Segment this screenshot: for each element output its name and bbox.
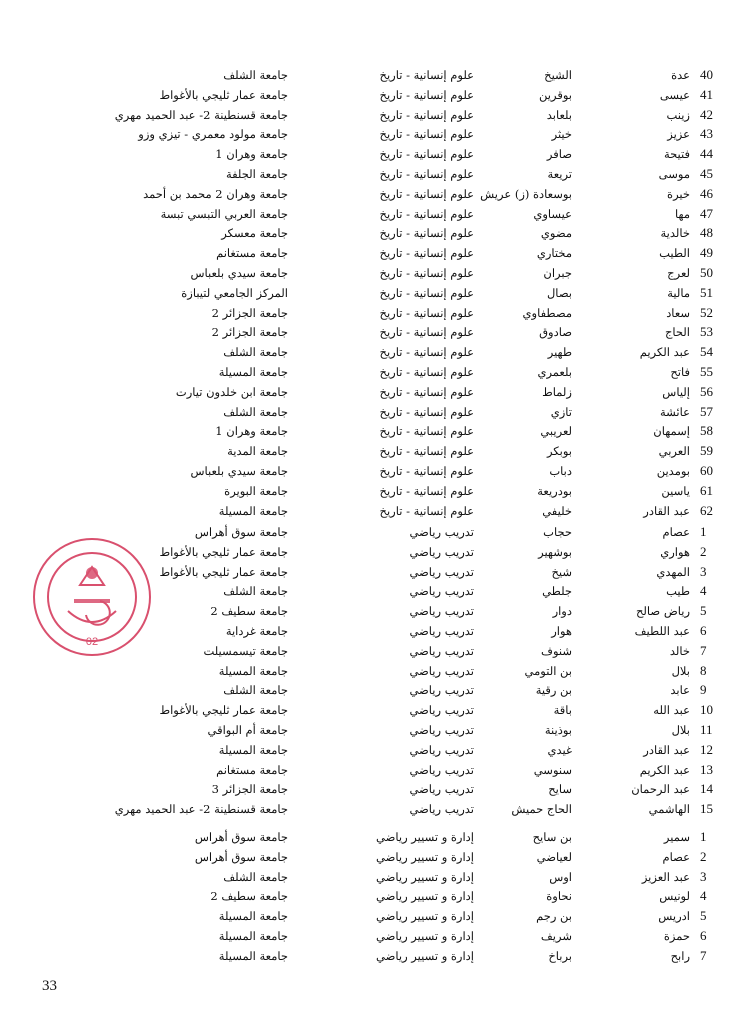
first-name: سعاد xyxy=(666,305,690,320)
first-name: خالد xyxy=(669,643,690,658)
table-row xyxy=(0,86,754,104)
university: جامعة سوق أهراس xyxy=(194,525,288,539)
row-number: 49 xyxy=(700,245,713,261)
first-name: العربي xyxy=(658,444,690,459)
last-name: مضوي xyxy=(540,226,572,241)
first-name: الهاشمي xyxy=(648,802,690,817)
first-name: إسمهان xyxy=(653,424,690,439)
last-name: بلعمري xyxy=(537,365,572,379)
specialty: تدريب رياضي xyxy=(409,742,474,757)
last-name: بن رجم xyxy=(536,909,572,924)
first-name: عبد العزيز xyxy=(641,869,690,884)
specialty: تدريب رياضي xyxy=(409,723,474,737)
page-number: 33 xyxy=(42,978,57,994)
first-name: زينب xyxy=(666,107,690,122)
first-name: عبد القادر xyxy=(643,503,690,518)
table-row xyxy=(0,185,754,203)
specialty: إدارة و تسيير رياضي xyxy=(376,889,474,904)
first-name: عابد xyxy=(670,683,690,698)
specialty: علوم إنسانية - تاريخ xyxy=(379,444,474,459)
row-number: 44 xyxy=(700,146,713,162)
last-name: هوار xyxy=(551,624,572,638)
last-name: بصال xyxy=(546,285,572,300)
last-name: سايح xyxy=(548,782,572,797)
row-number: 5 xyxy=(700,908,707,924)
table-row xyxy=(0,741,754,759)
table-row xyxy=(0,264,754,282)
last-name: الحاج حميش xyxy=(511,802,572,817)
first-name: فاتح xyxy=(670,365,690,379)
row-number: 10 xyxy=(700,702,713,718)
university: جامعة البويرة xyxy=(224,483,288,498)
last-name: خيثر xyxy=(551,127,572,142)
specialty: تدريب رياضي xyxy=(409,525,474,539)
last-name: طهير xyxy=(547,345,572,360)
row-number: 45 xyxy=(700,166,713,181)
specialty: علوم إنسانية - تاريخ xyxy=(379,127,474,142)
row-number: 4 xyxy=(700,583,707,599)
first-name: مها xyxy=(675,206,690,221)
table-row xyxy=(0,927,754,945)
table-row xyxy=(0,66,754,84)
first-name: عائشة xyxy=(660,404,690,419)
university: جامعة وهران 1 xyxy=(215,147,288,162)
row-number: 47 xyxy=(700,205,713,221)
table-row xyxy=(0,165,754,183)
last-name: اوس xyxy=(549,869,572,884)
university: جامعة وهران 2 محمد بن أحمد xyxy=(143,186,288,201)
row-number: 13 xyxy=(700,761,713,777)
university: جامعة سطيف 2 xyxy=(210,889,288,904)
university: جامعة المسيلة xyxy=(218,503,288,518)
table-row xyxy=(0,761,754,779)
specialty: علوم إنسانية - تاريخ xyxy=(379,246,474,261)
first-name: حمزة xyxy=(663,929,690,943)
table-row xyxy=(0,800,754,818)
university: جامعة المسيلة xyxy=(218,909,288,924)
row-number: 43 xyxy=(700,126,713,142)
first-name: عبد الكريم xyxy=(639,762,690,777)
last-name: بن التومي xyxy=(524,663,572,678)
row-number: 3 xyxy=(700,868,707,884)
row-number: 52 xyxy=(700,304,713,320)
first-name: عبد اللطيف xyxy=(634,624,690,638)
row-number: 1 xyxy=(700,524,707,539)
university: جامعة مستغانم xyxy=(216,246,288,261)
row-number: 5 xyxy=(700,603,707,619)
university: جامعة العربي التبسي تبسة xyxy=(160,206,288,221)
university: جامعة عمار ثليجي بالأغواط xyxy=(159,703,288,718)
table-row xyxy=(0,868,754,886)
last-name: مصطفاوي xyxy=(522,305,572,320)
first-name: عبد القادر xyxy=(643,742,690,757)
specialty: علوم إنسانية - تاريخ xyxy=(379,305,474,320)
first-name: رياض صالح xyxy=(635,604,690,619)
row-number: 56 xyxy=(700,383,713,399)
first-name: سمير xyxy=(663,830,690,844)
table-row xyxy=(0,284,754,302)
specialty: إدارة و تسيير رياضي xyxy=(376,929,474,943)
specialty: علوم إنسانية - تاريخ xyxy=(379,424,474,439)
university: جامعة الجلفة xyxy=(225,167,288,181)
university: جامعة مستغانم xyxy=(216,762,288,777)
row-number: 55 xyxy=(700,364,713,379)
university: جامعة معسكر xyxy=(221,226,288,241)
last-name: دوار xyxy=(552,604,572,619)
row-number: 14 xyxy=(700,781,713,797)
university: جامعة ابن خلدون تيارت xyxy=(175,384,288,399)
table-row xyxy=(0,780,754,798)
row-number: 4 xyxy=(700,888,707,904)
last-name: غيدي xyxy=(547,742,572,757)
table-row xyxy=(0,304,754,322)
row-number: 15 xyxy=(700,801,713,817)
university: جامعة المسيلة xyxy=(218,663,288,678)
university: جامعة سطيف 2 xyxy=(210,604,288,619)
university: جامعة سوق أهراس xyxy=(194,830,288,844)
university: جامعة الجزائر 2 xyxy=(211,305,288,320)
table-row xyxy=(0,721,754,739)
row-number: 7 xyxy=(700,642,707,658)
first-name: ادريس xyxy=(658,909,690,924)
first-name: الطيب xyxy=(659,246,690,261)
last-name: عيساوي xyxy=(533,206,572,221)
first-name: بومدين xyxy=(656,464,690,478)
row-number: 51 xyxy=(700,284,713,300)
specialty: علوم إنسانية - تاريخ xyxy=(379,285,474,300)
specialty: تدريب رياضي xyxy=(409,782,474,797)
specialty: تدريب رياضي xyxy=(409,683,474,698)
row-number: 2 xyxy=(700,848,707,864)
last-name: بوشهير xyxy=(538,544,572,559)
first-name: بلال xyxy=(671,663,690,678)
specialty: علوم إنسانية - تاريخ xyxy=(379,384,474,399)
university: جامعة سوق أهراس xyxy=(194,849,288,864)
table-row xyxy=(0,422,754,440)
table-row xyxy=(0,244,754,262)
row-number: 42 xyxy=(700,106,713,122)
specialty: علوم إنسانية - تاريخ xyxy=(379,464,474,478)
last-name: الشيخ xyxy=(544,68,572,82)
specialty: إدارة و تسيير رياضي xyxy=(376,869,474,884)
last-name: لعياضي xyxy=(536,849,572,864)
table-row xyxy=(0,403,754,421)
university: جامعة سيدي بلعباس xyxy=(190,464,288,478)
first-name: رابح xyxy=(670,948,690,963)
first-name: الحاج xyxy=(664,325,690,340)
university: جامعة سيدي بلعباس xyxy=(190,266,288,280)
row-number: 9 xyxy=(700,682,707,698)
table-row xyxy=(0,848,754,866)
first-name: هواري xyxy=(660,544,690,559)
last-name: لعريبي xyxy=(540,424,572,439)
first-name: عبد الله xyxy=(653,703,690,718)
first-name: بلال xyxy=(671,723,690,737)
table-row xyxy=(0,947,754,965)
university: جامعة الجزائر 2 xyxy=(211,325,288,340)
last-name: جلطي xyxy=(542,584,572,599)
last-name: حجاب xyxy=(543,525,572,539)
row-number: 59 xyxy=(700,443,713,459)
first-name: مالية xyxy=(667,285,690,300)
specialty: علوم إنسانية - تاريخ xyxy=(379,483,474,498)
specialty: تدريب رياضي xyxy=(409,663,474,678)
first-name: موسى xyxy=(658,167,690,181)
last-name: تازي xyxy=(550,404,572,419)
first-name: عصام xyxy=(662,525,690,539)
specialty: تدريب رياضي xyxy=(409,643,474,658)
specialty: تدريب رياضي xyxy=(409,802,474,817)
last-name: بوسعادة (ز) عريش xyxy=(480,186,572,201)
stamp-number: 02 xyxy=(85,636,99,648)
table-row xyxy=(0,701,754,719)
row-number: 8 xyxy=(700,662,707,678)
table-row xyxy=(0,323,754,341)
university: جامعة المسيلة xyxy=(218,948,288,963)
row-number: 3 xyxy=(700,563,707,579)
last-name: بن رقية xyxy=(535,683,572,698)
specialty: علوم إنسانية - تاريخ xyxy=(379,87,474,102)
specialty: علوم إنسانية - تاريخ xyxy=(379,365,474,379)
last-name: باقة xyxy=(553,703,572,718)
university: جامعة أم البواقي xyxy=(207,723,288,737)
row-number: 7 xyxy=(700,947,707,963)
row-number: 50 xyxy=(700,265,713,280)
table-row xyxy=(0,907,754,925)
row-number: 61 xyxy=(700,482,713,498)
specialty: علوم إنسانية - تاريخ xyxy=(379,206,474,221)
last-name: شيخ xyxy=(551,564,572,579)
row-number: 6 xyxy=(700,623,707,638)
row-number: 11 xyxy=(700,722,713,737)
university: جامعة مولود معمري - تيزي وزو xyxy=(138,127,288,142)
university: جامعة المسيلة xyxy=(218,929,288,943)
specialty: علوم إنسانية - تاريخ xyxy=(379,147,474,162)
row-number: 48 xyxy=(700,225,713,241)
first-name: ياسين xyxy=(661,483,690,498)
specialty: علوم إنسانية - تاريخ xyxy=(379,503,474,518)
last-name: دباب xyxy=(549,464,572,478)
table-row xyxy=(0,145,754,163)
university: جامعة الشلف xyxy=(223,584,288,599)
last-name: برباخ xyxy=(548,948,572,963)
last-name: بودريعة xyxy=(537,483,572,498)
table-row xyxy=(0,224,754,242)
first-name: عبد الرحمان xyxy=(631,782,690,797)
table-row xyxy=(0,363,754,381)
specialty: إدارة و تسيير رياضي xyxy=(376,849,474,864)
first-name: خالدية xyxy=(660,226,690,241)
last-name: جبران xyxy=(543,266,572,280)
first-name: خيرة xyxy=(667,186,690,201)
first-name: عدة xyxy=(671,68,690,82)
university: جامعة المسيلة xyxy=(218,365,288,379)
university: جامعة قسنطينة 2- عبد الحميد مهري xyxy=(114,107,288,122)
row-number: 60 xyxy=(700,463,713,478)
last-name: مختاري xyxy=(536,246,572,261)
specialty: إدارة و تسيير رياضي xyxy=(376,909,474,924)
row-number: 46 xyxy=(700,185,713,201)
table-row xyxy=(0,125,754,143)
first-name: فتيحة xyxy=(663,147,690,162)
last-name: سنوسي xyxy=(533,762,572,777)
last-name: بن سايح xyxy=(532,830,572,844)
university: جامعة الشلف xyxy=(223,345,288,360)
row-number: 12 xyxy=(700,741,713,757)
specialty: إدارة و تسيير رياضي xyxy=(376,948,474,963)
university: جامعة غرداية xyxy=(225,624,288,638)
specialty: تدريب رياضي xyxy=(409,544,474,559)
row-number: 41 xyxy=(700,86,713,102)
university: جامعة عمار ثليجي بالأغواط xyxy=(159,564,288,579)
last-name: بوذينة xyxy=(544,723,572,737)
table-row xyxy=(0,887,754,905)
official-stamp-icon xyxy=(28,515,156,685)
table-row xyxy=(0,462,754,480)
table-row xyxy=(0,828,754,846)
last-name: بوبكر xyxy=(546,444,572,459)
last-name: نحاوة xyxy=(546,889,572,904)
university: جامعة قسنطينة 2- عبد الحميد مهري xyxy=(114,802,288,817)
specialty: علوم إنسانية - تاريخ xyxy=(379,186,474,201)
table-row xyxy=(0,343,754,361)
first-name: عبد الكريم xyxy=(639,345,690,360)
table-row xyxy=(0,106,754,124)
specialty: علوم إنسانية - تاريخ xyxy=(379,68,474,82)
row-number: 57 xyxy=(700,403,713,419)
specialty: تدريب رياضي xyxy=(409,564,474,579)
university: جامعة الشلف xyxy=(223,869,288,884)
first-name: طيب xyxy=(666,584,690,599)
table-row xyxy=(0,383,754,401)
specialty: علوم إنسانية - تاريخ xyxy=(379,325,474,340)
last-name: شريف xyxy=(540,929,572,943)
last-name: صادوق xyxy=(539,325,572,340)
specialty: تدريب رياضي xyxy=(409,703,474,718)
university: جامعة عمار ثليجي بالأغواط xyxy=(159,544,288,559)
last-name: تريعة xyxy=(547,167,572,181)
row-number: 54 xyxy=(700,344,713,360)
row-number: 1 xyxy=(700,829,707,844)
row-number: 58 xyxy=(700,423,713,439)
specialty: تدريب رياضي xyxy=(409,584,474,599)
first-name: المهدي xyxy=(656,564,690,579)
last-name: شنوف xyxy=(541,643,572,658)
specialty: علوم إنسانية - تاريخ xyxy=(379,345,474,360)
table-row xyxy=(0,442,754,460)
specialty: تدريب رياضي xyxy=(409,604,474,619)
first-name: عزيز xyxy=(667,127,690,142)
row-number: 40 xyxy=(700,67,713,82)
university: جامعة الشلف xyxy=(223,68,288,82)
university: جامعة عمار ثليجي بالأغواط xyxy=(159,87,288,102)
first-name: لعرج xyxy=(667,266,690,280)
university: جامعة الشلف xyxy=(223,404,288,419)
row-number: 2 xyxy=(700,543,707,559)
row-number: 62 xyxy=(700,502,713,518)
university: جامعة تيسمسيلت xyxy=(203,643,288,658)
university: جامعة الشلف xyxy=(223,683,288,698)
last-name: صافر xyxy=(546,147,572,162)
table-row xyxy=(0,482,754,500)
last-name: بلعابد xyxy=(546,107,572,122)
specialty: علوم إنسانية - تاريخ xyxy=(379,404,474,419)
first-name: لونيس xyxy=(659,889,690,904)
row-number: 53 xyxy=(700,324,713,340)
specialty: علوم إنسانية - تاريخ xyxy=(379,226,474,241)
specialty: علوم إنسانية - تاريخ xyxy=(379,167,474,181)
university: المركز الجامعي لتيبازة xyxy=(181,285,288,300)
last-name: زلماط xyxy=(542,384,572,399)
first-name: عيسى xyxy=(659,87,690,102)
last-name: خليفي xyxy=(542,503,572,518)
university: جامعة المدية xyxy=(227,444,288,459)
specialty: تدريب رياضي xyxy=(409,762,474,777)
university: جامعة المسيلة xyxy=(218,742,288,757)
first-name: إلياس xyxy=(662,384,690,399)
specialty: تدريب رياضي xyxy=(409,624,474,638)
specialty: إدارة و تسيير رياضي xyxy=(376,830,474,844)
university: جامعة الجزائر 3 xyxy=(211,782,288,797)
first-name: عصام xyxy=(662,849,690,864)
university: جامعة وهران 1 xyxy=(215,424,288,439)
specialty: علوم إنسانية - تاريخ xyxy=(379,266,474,280)
table-row xyxy=(0,205,754,223)
specialty: علوم إنسانية - تاريخ xyxy=(379,107,474,122)
row-number: 6 xyxy=(700,928,707,943)
last-name: بوقرين xyxy=(539,87,572,102)
